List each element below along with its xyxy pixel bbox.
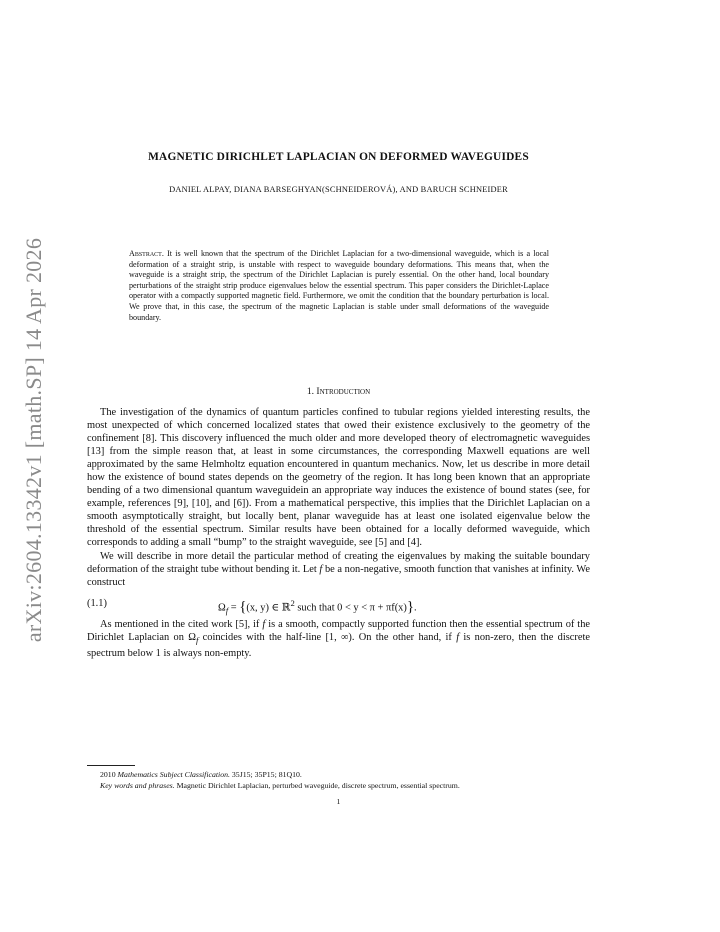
arxiv-identifier-stamp: arXiv:2604.13342v1 [math.SP] 14 Apr 2026: [21, 237, 46, 643]
abstract: [129, 249, 549, 323]
equation-1-1: [87, 592, 590, 616]
paper-title: MAGNETIC DIRICHLET LAPLACIAN ON DEFORMED WAVEGUIDES: [148, 151, 529, 163]
abstract-text: It is well known that the spectrum of the Dirichlet Laplacian for a two-dimensional waveguide, which is a local deformation of a straight strip, is unstable with respect to waveguide boundary deformations. This means that, when the waveguide is a straight strip, the spectrum of the Dirichlet Laplacian is purely essential. On the other hand, local boundary perturbations of the straight strip produce eigenvalues below the essential spectrum. This paper considers the Dirichlet-Laplace operator with a compactly supported magnetic field. Furthermore, we omit the condition that the boundary perturbation is local. We prove that, in this case, the spectrum of the magnetic Laplacian is stable under small deformations of the waveguide boundary.: [129, 249, 549, 322]
abstract-label: Abstract.: [129, 249, 164, 258]
paragraph-1: The investigation of the dynamics of quantum particles confined to tubular regions yielded interesting results, the most unexpected of which concerned localized states that owed their existence exclusively to the geometry of the confinement [8]. This discovery influenced the much older and more developed theory of electromagnetic waveguides [13] from the simple reason that, at least in some circumstances, the corresponding Maxwell equations are well approximated by the same Helmholtz equation encountered in quantum mechanics. Now, let us describe in more detail how the existence of bound states depends on the geometry of the region. It has long been known that an appropriate bending of a two dimensional quantum waveguidein an appropriate way induces the existence of bound states (see, for example, references [9], [10], and [6]). From a mathematical perspective, this implies that the Dirichlet Laplacian on a smooth asymptotically straight, but locally bent, planar waveguide has at least one isolated eigenvalue below the threshold of the essential spectrum. Similar results have been obtained for a locally deformed waveguide, which corresponds to adding a small “bump” to the straight waveguide, see [5] and [4].: [87, 407, 590, 549]
footnotes: [87, 769, 590, 791]
footnote-divider: [87, 765, 135, 766]
paragraph-2: We will describe in more detail the particular method of creating the eigenvalues by making the suitable boundary deformation of the straight tube without bending it. Let f be a non-negative, smooth function that vanishes at infinity. We construct: [87, 550, 591, 588]
section-title: Introduction: [316, 386, 371, 397]
equation-number: (1.1): [87, 597, 107, 609]
footnote-keywords: Key words and phrases. Magnetic Dirichlet Laplacian, perturbed waveguide, discrete spectrum, essential spectrum.: [100, 781, 460, 790]
footnote-msc: 2010 Mathematics Subject Classification. 35J15; 35P15; 81Q10.: [100, 770, 302, 779]
page-number: 1: [336, 797, 341, 806]
equation-body: $\Omega_f = \{(x$, y) ∈ ℝ$^2$ such that 0 < y < π + πf(x)}.: [218, 597, 417, 616]
paragraph-3: As mentioned in the cited work [5], if f is a smooth, compactly supported function then the essential spectrum of the Dirichlet Laplacian on $\Omega_f$ coincides with the half-line [1, ∞). On the other hand, if f is non-zero, then the discrete spectrum below 1 is always non-empty.: [87, 618, 590, 659]
section-heading: [87, 386, 590, 397]
section-body: [87, 406, 590, 660]
section-number: 1.: [306, 386, 315, 397]
paper-authors: DANIEL ALPAY, DIANA BARSEGHYAN(SCHNEIDEROVÁ), AND BARUCH SCHNEIDER: [169, 185, 508, 194]
